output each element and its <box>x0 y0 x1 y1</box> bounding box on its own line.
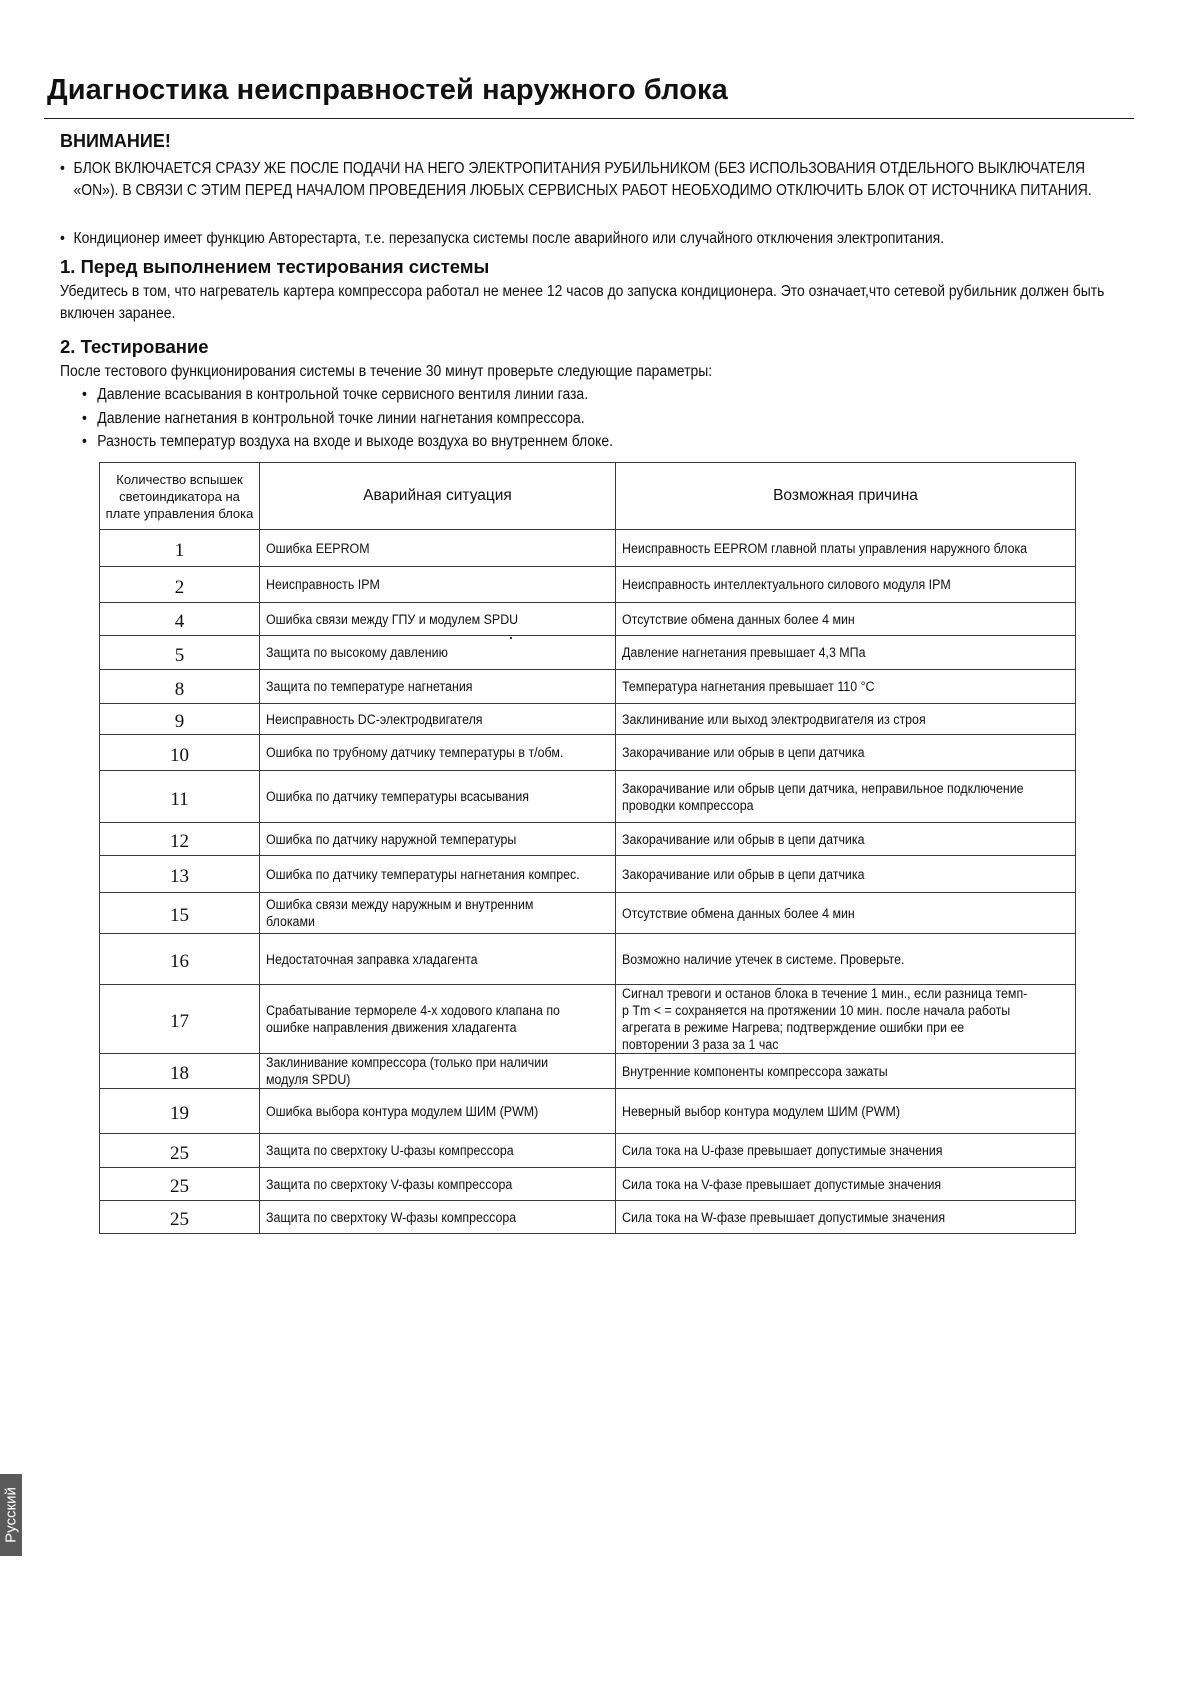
flash-count-cell-text: 25 <box>170 1209 189 1230</box>
flash-count-cell-text: 1 <box>174 540 185 561</box>
table-row <box>100 985 1076 1054</box>
situation-cell-text: Неисправность DC-электродвигателя <box>266 711 483 727</box>
cause-cell-text: Закорачивание или обрыв цепи датчика, неправильное подключение проводки компрессора <box>622 780 1024 813</box>
flash-count-cell-text: 25 <box>170 1176 189 1197</box>
flash-count-cell-text: 15 <box>170 905 189 926</box>
page-title: Диагностика неисправностей наружного блока <box>47 74 728 106</box>
situation-cell-text: Неисправность IPM <box>266 577 380 592</box>
flash-count-cell <box>100 823 260 856</box>
section-paragraph: Убедитесь в том, что нагреватель картера компрессора работал не менее 12 часов до запуска кондиционера. Это означает,что сетевой рубильник должен быть включен заранее. <box>60 283 1105 322</box>
cause-cell <box>616 934 1076 985</box>
flash-count-cell-text: 10 <box>170 744 189 766</box>
table-row <box>100 670 1076 704</box>
header-cause: Возможная причина <box>616 463 1076 530</box>
flash-count-cell <box>100 1168 260 1201</box>
cause-cell-text: Сила тока на V-фазе превышает допустимые значения <box>622 1176 942 1192</box>
situation-cell-text: Заклинивание компрессора (только при наличии модуля SPDU) <box>266 1055 549 1087</box>
cause-cell-text: Неверный выбор контура модулем ШИМ (PWM) <box>622 1103 900 1119</box>
table-row <box>100 1201 1076 1234</box>
table-row <box>100 856 1076 893</box>
checklist-item <box>82 383 982 407</box>
situation-cell <box>260 771 616 823</box>
situation-cell-text: Ошибка выбора контура модулем ШИМ (PWM) <box>266 1103 539 1119</box>
situation-cell <box>260 934 616 985</box>
table-row <box>100 1089 1076 1134</box>
cause-cell-text: Неисправность интеллектуального силового модуля IPM <box>622 577 951 592</box>
cause-cell <box>616 856 1076 893</box>
cause-cell <box>616 1054 1076 1089</box>
flash-count-cell <box>100 1089 260 1134</box>
cause-cell <box>616 823 1076 856</box>
situation-cell <box>260 1089 616 1134</box>
bullet-icon: • <box>82 386 87 403</box>
situation-cell <box>260 530 616 567</box>
cause-cell-text: Давление нагнетания превышает 4,3 МПа <box>622 645 866 660</box>
section-heading: 2. Тестирование <box>60 336 209 357</box>
situation-cell <box>260 856 616 893</box>
situation-cell <box>260 1168 616 1201</box>
table-row <box>100 735 1076 771</box>
cause-cell <box>616 735 1076 771</box>
situation-cell-text: Защита по высокому давлению <box>266 645 448 660</box>
cause-cell-text: Заклинивание или выход электродвигателя из строя <box>622 711 926 727</box>
flash-count-cell <box>100 567 260 603</box>
flash-count-cell <box>100 530 260 567</box>
cause-cell-text: Сила тока на W-фазе превышает допустимые значения <box>622 1209 946 1225</box>
bullet-icon: • <box>60 160 65 177</box>
warning-text: БЛОК ВКЛЮЧАЕТСЯ СРАЗУ ЖЕ ПОСЛЕ ПОДАЧИ НА НЕГО ЭЛЕКТРОПИТАНИЯ РУБИЛЬНИКОМ (БЕЗ ИСПОЛЬЗОВАНИЯ ОТДЕЛЬНОГО ВЫКЛЮЧАТЕЛЯ «ON»). В СВЯЗИ С ЭТИМ ПЕРЕД НАЧАЛОМ ПРОВЕДЕНИЯ ЛЮБЫХ СЕРВИСНЫХ РАБОТ НЕОБХОДИМО ОТКЛЮЧИТЬ БЛОК ОТ ИСТОЧНИКА ПИТАНИЯ. <box>73 160 1092 199</box>
cause-cell-text: Закорачивание или обрыв в цепи датчика <box>622 831 865 847</box>
situation-cell-text: Ошибка по датчику температуры всасывания <box>266 789 530 804</box>
cause-cell <box>616 530 1076 567</box>
bullet-icon: • <box>60 230 65 247</box>
flash-count-cell-text: 9 <box>174 711 185 732</box>
cause-cell-text: Температура нагнетания превышает 110 °С <box>622 679 875 694</box>
cause-cell-text: Неисправность EEPROM главной платы управления наружного блока <box>622 540 1028 556</box>
situation-cell <box>260 985 616 1054</box>
warning-text: Кондиционер имеет функцию Авторестарта, т.е. перезапуска системы после аварийного или случайного отключения электропитания. <box>73 230 945 247</box>
title-divider <box>44 118 1134 119</box>
situation-cell-text: Недостаточная заправка хладагента <box>266 951 478 967</box>
flash-count-cell <box>100 1054 260 1089</box>
flash-count-cell <box>100 934 260 985</box>
cause-cell <box>616 771 1076 823</box>
flash-count-cell-text: 13 <box>170 866 189 887</box>
flash-count-cell-text: 17 <box>170 1011 189 1032</box>
situation-cell-text: Защита по сверхтоку W-фазы компрессора <box>266 1209 517 1225</box>
table-row <box>100 771 1076 823</box>
flash-count-cell <box>100 893 260 934</box>
language-tab <box>0 1474 22 1556</box>
checklist <box>82 383 982 454</box>
cause-cell <box>616 704 1076 735</box>
table-row <box>100 1168 1076 1201</box>
header-flashes: Количество вспышек светоиндикатора на плате управления блока <box>100 463 260 530</box>
situation-cell-text: Ошибка по датчику наружной температуры <box>266 831 517 847</box>
checklist-text: Давление нагнетания в контрольной точке линии нагнетания компрессора. <box>97 409 585 427</box>
cause-cell <box>616 893 1076 934</box>
situation-cell <box>260 704 616 735</box>
cause-cell <box>616 567 1076 603</box>
cause-cell-text: Внутренние компоненты компрессора зажаты <box>622 1063 888 1079</box>
cause-cell-text: Отсутствие обмена данных более 4 мин <box>622 611 855 627</box>
table-row <box>100 823 1076 856</box>
situation-cell <box>260 636 616 670</box>
cause-cell <box>616 1201 1076 1234</box>
checklist-text: Давление всасывания в контрольной точке сервисного вентиля линии газа. <box>97 386 589 403</box>
situation-cell-text: Защита по сверхтоку V-фазы компрессора <box>266 1176 513 1192</box>
situation-cell <box>260 670 616 704</box>
table-row <box>100 567 1076 603</box>
flash-count-cell <box>100 856 260 893</box>
warning-heading: ВНИМАНИЕ! <box>60 131 171 151</box>
flash-count-cell-text: 8 <box>174 678 185 700</box>
situation-cell-text: Защита по температуре нагнетания <box>266 679 473 694</box>
table-row <box>100 1054 1076 1089</box>
flash-count-cell <box>100 603 260 636</box>
cause-cell <box>616 603 1076 636</box>
language-label: Русский <box>2 1487 20 1543</box>
flash-count-cell-text: 18 <box>170 1063 189 1084</box>
flash-count-cell <box>100 985 260 1054</box>
section-heading: 1. Перед выполнением тестирования системы <box>60 256 490 277</box>
warning-item <box>60 158 1122 201</box>
cause-cell-text: Возможно наличие утечек в системе. Проверьте. <box>622 951 905 967</box>
flash-count-cell <box>100 1201 260 1234</box>
situation-cell-text: Ошибка по датчику температуры нагнетания компрес. <box>266 866 580 882</box>
cause-cell-text: Отсутствие обмена данных более 4 мин <box>622 905 855 921</box>
cause-cell-text: Сигнал тревоги и останов блока в течение 1 мин., если разница темп-р Tm < = сохраняется на протяжении 10 мин. после начала работы агрегата в режиме Нагрева; подтверждение ошибки при ее повторении 3 раза за 1 час <box>622 986 1028 1052</box>
flash-count-cell-text: 11 <box>170 788 189 810</box>
table-row <box>100 893 1076 934</box>
header-situation: Аварийная ситуация <box>260 463 616 530</box>
flash-count-cell <box>100 704 260 735</box>
table-header-row <box>100 463 1076 530</box>
section-paragraph: После тестового функционирования системы в течение 30 минут проверьте следующие параметры: <box>60 363 713 380</box>
situation-cell <box>260 603 616 636</box>
flash-count-cell <box>100 1134 260 1168</box>
flash-count-cell <box>100 670 260 704</box>
flash-count-cell-text: 19 <box>170 1103 189 1124</box>
situation-cell-text: Ошибка связи между ГПУ и модулем SPDU <box>266 611 519 627</box>
cause-cell <box>616 985 1076 1054</box>
table-row <box>100 704 1076 735</box>
flash-count-cell <box>100 735 260 771</box>
situation-cell-text: Ошибка EEPROM <box>266 540 370 556</box>
diagnostics-table <box>99 462 1076 1234</box>
checklist-item <box>82 407 982 431</box>
warning-item <box>60 228 1122 250</box>
cause-cell <box>616 636 1076 670</box>
cause-cell-text: Закорачивание или обрыв в цепи датчика <box>622 866 865 882</box>
flash-count-cell <box>100 636 260 670</box>
situation-cell-text: Защита по сверхтоку U-фазы компрессора <box>266 1143 514 1158</box>
table-row <box>100 530 1076 567</box>
checklist-item <box>82 430 982 454</box>
bullet-icon: • <box>82 433 87 450</box>
flash-count-cell-text: 2 <box>174 576 185 598</box>
bullet-icon: • <box>82 409 87 427</box>
cause-cell <box>616 1134 1076 1168</box>
table-row <box>100 636 1076 670</box>
flash-count-cell-text: 4 <box>174 611 185 632</box>
table-row <box>100 603 1076 636</box>
cause-cell <box>616 670 1076 704</box>
flash-count-cell-text: 12 <box>170 831 189 852</box>
situation-cell <box>260 1054 616 1089</box>
situation-cell <box>260 823 616 856</box>
situation-cell <box>260 735 616 771</box>
flash-count-cell-text: 16 <box>170 951 189 972</box>
situation-cell <box>260 1134 616 1168</box>
situation-cell-text: Срабатывание термореле 4-х ходового клапана по ошибке направления движения хладагента <box>266 1003 560 1035</box>
situation-cell <box>260 893 616 934</box>
stray-dot <box>510 637 512 639</box>
table-row <box>100 1134 1076 1168</box>
checklist-text: Разность температур воздуха на входе и выходе воздуха во внутреннем блоке. <box>97 433 614 450</box>
situation-cell-text: Ошибка связи между наружным и внутренним блоками <box>266 897 534 929</box>
flash-count-cell-text: 5 <box>174 644 185 666</box>
flash-count-cell-text: 25 <box>170 1142 189 1164</box>
cause-cell <box>616 1168 1076 1201</box>
flash-count-cell <box>100 771 260 823</box>
cause-cell-text: Закорачивание или обрыв в цепи датчика <box>622 745 865 760</box>
situation-cell <box>260 1201 616 1234</box>
cause-cell <box>616 1089 1076 1134</box>
cause-cell-text: Сила тока на U-фазе превышает допустимые значения <box>622 1143 943 1158</box>
table-row <box>100 934 1076 985</box>
situation-cell <box>260 567 616 603</box>
situation-cell-text: Ошибка по трубному датчику температуры в т/обм. <box>266 745 564 760</box>
